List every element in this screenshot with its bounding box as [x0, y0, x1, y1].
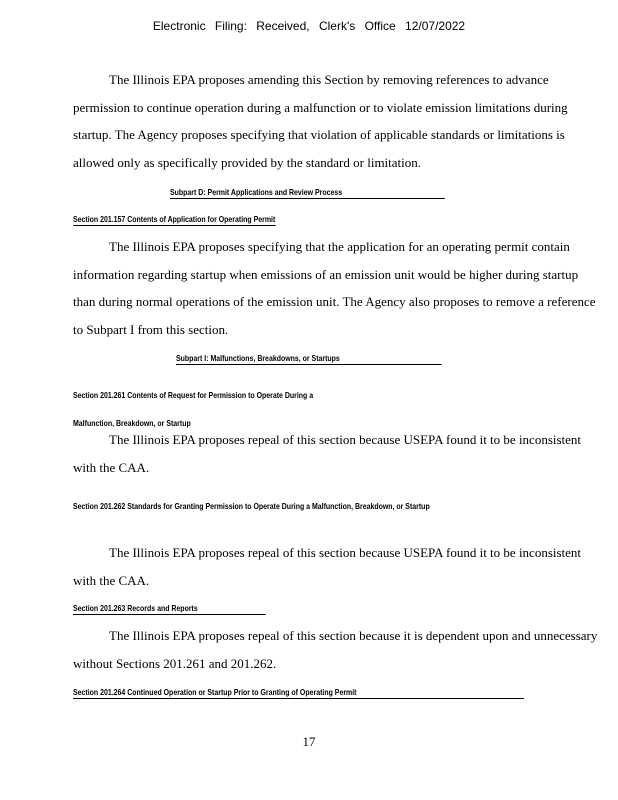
section-201-261-heading: Section 201.261 Contents of Request for Permission to Operate During a Malfunction, Breakdown, or Startup — [73, 390, 314, 428]
filing-header: Electronic Filing: Received, Clerk's Office 12/07/2022 — [152, 19, 466, 33]
paragraph-repeal-201-262: The Illinois EPA proposes repeal of this section because USEPA found it to be inconsistent with the CAA. — [73, 545, 582, 588]
subpart-i-heading: Subpart I: Malfunctions, Breakdowns, or Startups — [176, 353, 442, 365]
section-201-264-heading: Section 201.264 Continued Operation or Startup Prior to Granting of Operating Permit — [73, 687, 524, 699]
section-201-157-heading: Section 201.157 Contents of Application for Operating Permit — [73, 214, 276, 224]
paragraph-operating-permit-startup: The Illinois EPA proposes specifying that the application for an operating permit contain information regarding startup when emissions of an emission unit would be higher during startup than during normal operations of the emission unit. The Agency also proposes to remove a reference to Subpart I from this section. — [73, 239, 596, 338]
section-201-262-heading: Section 201.262 Standards for Granting Permission to Operate During a Malfunction, Breakdown, or Startup — [73, 501, 430, 511]
section-201-263-heading: Section 201.263 Records and Reports — [73, 603, 266, 615]
paragraph-repeal-201-261: The Illinois EPA proposes repeal of this section because USEPA found it to be inconsistent with the CAA. — [73, 432, 582, 475]
paragraph-amend-section: The Illinois EPA proposes amending this Section by removing references to advance permission to continue operation during a malfunction or to violate emission limitations during startup. The Agency proposes specifying that violation of applicable standards or limitations is allowed only as specifically provided by the standard or limitation. — [73, 72, 568, 171]
paragraph-repeal-201-263: The Illinois EPA proposes repeal of this section because it is dependent upon and unnecessary without Sections 201.261 and 201.262. — [73, 628, 598, 671]
page-number: 17 — [302, 734, 316, 749]
subpart-d-heading: Subpart D: Permit Applications and Review Process — [170, 187, 445, 199]
